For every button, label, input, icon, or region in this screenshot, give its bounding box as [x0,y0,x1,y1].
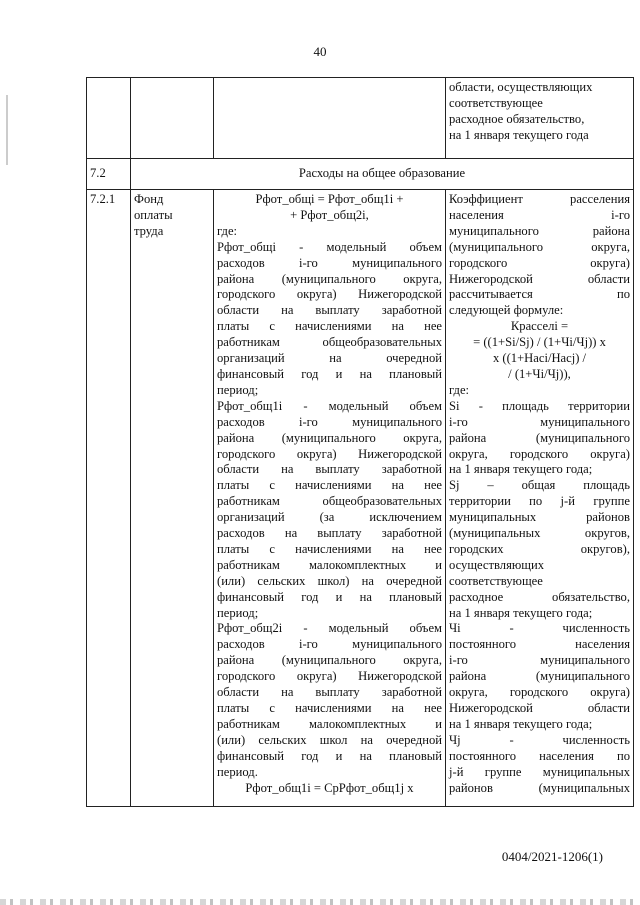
text-line: области на выплату заработной [217,462,442,477]
text-line: области, осуществляющих [449,80,593,94]
text-line: (муниципальных округов, [449,526,630,541]
text-line: городского округа) Нижегородской [217,669,442,684]
text-line: на 1 января текущего года; [449,605,593,620]
text-line: Sj – общая площадь [449,478,630,493]
text-line: платы с начислениями на нее [217,701,442,715]
item-name [131,190,214,807]
text-line: период; [217,605,259,620]
text-line: городского округа) Нижегородской [217,287,442,302]
text-line: Рфот_общ1i = СрРфот_общ1j x [245,780,414,795]
text-line: района (муниципального округа, [217,653,442,668]
text-line: на 1 января текущего года [449,127,589,142]
section-title: Расходы на общее образование [131,159,634,190]
text-line: платы с начислениями на нее [217,541,442,556]
text-line: = ((1+Si/Sj) / (1+Чi/Чj)) x [473,335,606,350]
text-line: постоянного населения [449,637,630,652]
text-line: расходов i-го муниципального [217,414,442,429]
text-line: где: [217,223,238,238]
table-row-continuation [87,78,634,159]
text-line: Нижегородской области [449,271,630,286]
text-line: i-го муниципального [449,653,630,668]
text-line: период. [217,764,258,779]
text-line: платы с начислениями на нее [217,478,442,493]
text-line: работникам малокомплектных и [217,716,442,731]
text-line: Чi - численность [449,621,630,636]
item-name-line: Фонд [134,192,164,206]
coefficient-description-cell [446,190,634,807]
item-name-line: оплаты [134,207,173,222]
budget-methodology-table [86,77,634,807]
text-line: Красселi = [510,319,569,334]
text-line: финансовый год и на плановый [217,748,442,763]
text-line: Рфот_общ1i - модельный объем [217,398,442,413]
text-line: расходов i-го муниципального [217,255,442,270]
text-line: x ((1+Насi/Насj) / [492,351,587,366]
text-line: Рфот_общ2i - модельный объем [217,621,442,636]
text-line: следующей формуле: [449,303,564,318]
text-line: муниципального района [449,223,630,238]
text-line: района (муниципального округа, [217,430,442,445]
text-line: городского округа) Нижегородской [217,446,442,461]
text-line: финансовый год и на плановый [217,589,442,604]
text-line: (или) сельских школ на очередной [217,732,442,747]
text-line: соответствующее [449,573,543,588]
text-line: где: [449,382,470,397]
text-line: (муниципального округа, [449,239,630,254]
text-line: платы с начислениями на нее [217,319,442,334]
scan-bottom-edge [0,899,640,905]
text-line: расходное обязательство, [449,111,585,126]
text-line: районов (муниципальных [449,780,630,795]
text-line: Нижегородской области [449,701,630,715]
text-line: на 1 января текущего года; [449,716,593,731]
text-line: Рфот_общi = Рфот_общ1i + [255,192,404,206]
text-line: области на выплату заработной [217,685,442,700]
text-line: организаций (за исключением [217,510,442,525]
text-line: соответствующее [449,95,543,110]
text-line: осуществляющих [449,557,545,572]
text-line: расходов на выплату заработной [217,526,442,541]
text-line: организаций на очередной [217,351,442,366]
scan-edge-mark [6,95,8,165]
text-line: муниципальных районов [449,510,630,525]
text-line: расходов i-го муниципального [217,637,442,652]
text-line: района (муниципального округа, [217,271,442,286]
item-name-line: труда [134,223,164,238]
section-number: 7.2 [87,159,131,190]
table-row-section [87,159,634,190]
page-number: 40 [313,44,327,59]
text-line: финансовый год и на плановый [217,366,442,381]
table-row-item [87,190,634,807]
item-number: 7.2.1 [87,190,131,807]
text-line: / (1+Чi/Чj)), [508,366,571,381]
text-line: Рфот_общi - модельный объем [217,239,442,254]
text-line: рассчитывается по [449,287,630,302]
text-line: городского округа) [449,255,630,270]
cell-name-empty [131,78,214,159]
text-line: период; [217,382,259,397]
text-line: Si - площадь территории [449,398,630,413]
text-line: округа, городского округа) [449,446,630,461]
text-line: района (муниципального [449,430,630,445]
text-line: постоянного населения по [449,748,630,763]
text-line: работникам общеобразовательных [217,335,442,350]
text-line: работникам малокомплектных и [217,557,442,572]
text-line: расходное обязательство, [449,589,630,604]
text-line: округа, городского округа) [449,685,630,700]
text-line: городских округов), [449,541,630,556]
text-line: i-го муниципального [449,414,630,429]
text-line: территории по j-й группе [449,494,630,509]
text-line: Чj - численность [449,732,630,747]
cell-continuation-text [446,78,634,159]
text-line: Коэффициент расселения [449,192,630,206]
text-line: на 1 января текущего года; [449,462,593,477]
text-line: (или) сельских школ) на очередной [217,573,442,588]
text-line: населения i-го [449,207,630,222]
text-line: области на выплату заработной [217,303,442,318]
cell-number-empty [87,78,131,159]
cell-formula-empty [214,78,446,159]
text-line: j-й группе муниципальных [449,764,630,779]
document-code: 0404/2021-1206(1) [501,849,603,864]
text-line: района (муниципального [449,669,630,684]
text-line: работникам общеобразовательных [217,494,442,509]
text-line: + Рфот_общ2i, [290,207,369,222]
formula-description-cell [214,190,446,807]
